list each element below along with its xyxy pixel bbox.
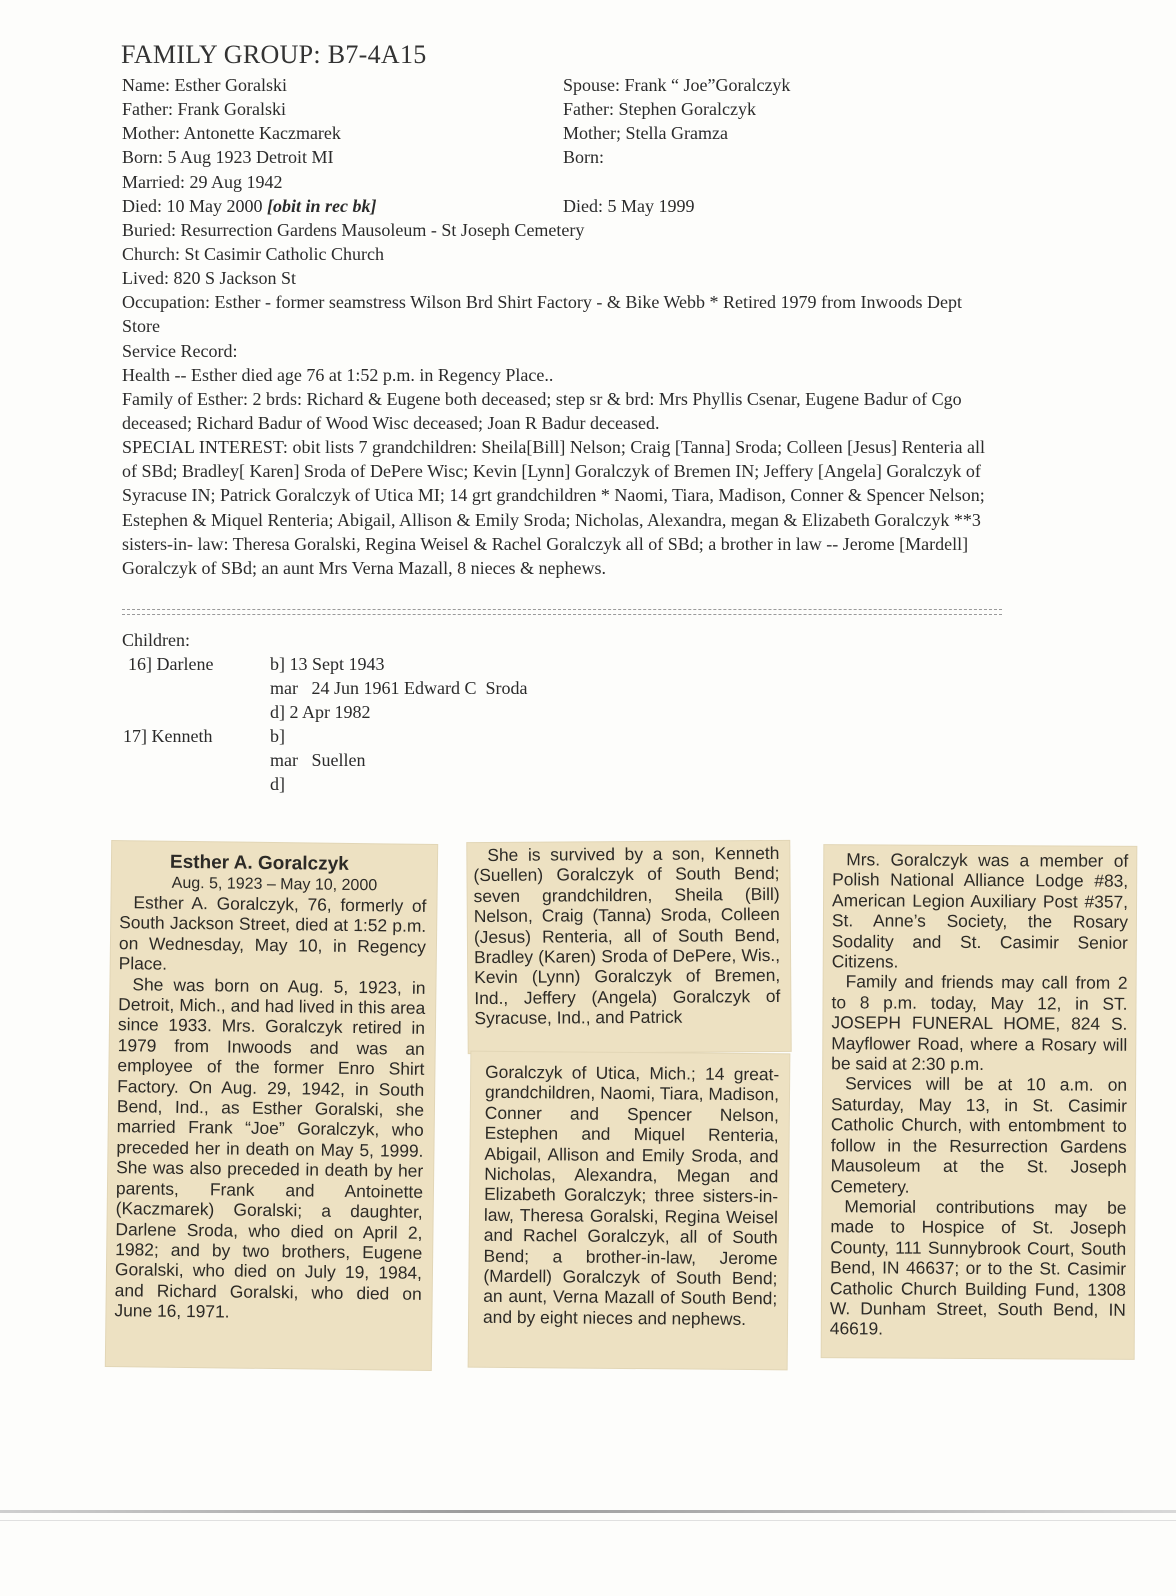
spouse-born-field: Born: — [563, 147, 605, 167]
obituary-paragraph: She is survived by a son, Kenneth (Suellen) Goralczyk of South Bend; seven grandchildren, Sheila (Bill) Nelson, Craig (Tanna) Sroda, Colleen (Jesus) Renteria, all of South Bend, Bradley (Karen) Sroda of DePere, Wis., Kevin (Lynn) Goralczyk of Bremen, Ind., Jeffery (Angela) Goralczyk of Syracuse, Ind., and Patrick — [473, 842, 781, 1029]
obituary-paragraph: Esther A. Goralczyk, 76, formerly of South Jackson Street, died at 1:52 p.m. on Wednesday, May 10, in Regency Place. — [118, 892, 427, 974]
obituary-dates: Aug. 5, 1923 – May 10, 2000 — [171, 874, 378, 895]
spouse-father-field: Father: Stephen Goralczyk — [563, 99, 756, 119]
obituary-clipping-3 — [822, 845, 1137, 1359]
service-record-field: Service Record: — [122, 341, 238, 361]
child-birth: b] — [270, 726, 285, 746]
name-field: Name: Esther Goralski — [122, 75, 287, 95]
page-title: FAMILY GROUP: B7-4A15 — [121, 40, 427, 69]
lived-field: Lived: 820 S Jackson St — [122, 268, 296, 288]
child-death: d] 2 Apr 1982 — [270, 702, 371, 722]
obituary-paragraph: She was born on Aug. 5, 1923, in Detroit, Mich., and had lived in this area since 1933. Mrs. Goralczyk retired in 1979 from Inwoods and was an employee of the former Enro Shirt Factory. On Aug. 29, 1942, in South Bend, Ind., as Esther Goralski, she married Frank “Joe” Goralczyk, who preceded her in death on May 5, 1999. She was also preceded in death by her parents, Frank and Antoinette (Kaczmarek) Goralski; a daughter, Darlene Sroda, who died on April 2, 1982; and by two brothers, Eugene Goralski, who died on July 19, 1984, and Richard Goralski, who died on June 16, 1971. — [114, 973, 426, 1322]
children-label: Children: — [122, 630, 190, 650]
church-field: Church: St Casimir Catholic Church — [122, 244, 384, 264]
child-birth: b] 13 Sept 1943 — [270, 654, 385, 674]
obituary-paragraph: Goralczyk of Utica, Mich.; 14 great-grandchildren, Naomi, Tiara, Madison, Conner and Spencer Nelson, Estephen and Miquel Renteria, Abigail, Allison and Emily Sroda, and Nicholas, Alexandra, Megan and Elizabeth Goralczyk; three sisters-in-law, Theresa Goralski, Regina Weisel and Rachel Goralczyk, all of South Bend; a brother-in-law, Jerome (Mardell) Goralczyk of South Bend; an aunt, Verna Mazall of South Bend; and by eight nieces and nephews. — [482, 1061, 780, 1329]
family-field: Family of Esther: 2 brds: Richard & Eugene both deceased; step sr & brd: Mrs Phyllis Csenar, Eugene Badur of Cgo deceased; Richard Badur of Wood Wisc deceased; Joan R Badur deceased. — [122, 389, 962, 434]
married-field: Married: 29 Aug 1942 — [122, 172, 283, 192]
died-value: Died: 10 May 2000 — [122, 196, 267, 216]
obituary-paragraph: Services will be at 10 a.m. on Saturday, May 13, in St. Casimir Catholic Church, with entombment to follow in the Resurrection Gardens Mausoleum at the St. Joseph Cemetery. — [830, 1073, 1128, 1197]
born-field: Born: 5 Aug 1923 Detroit MI — [122, 147, 334, 167]
child-marriage: mar Suellen — [270, 750, 366, 770]
spouse-mother-field: Mother; Stella Gramza — [563, 123, 728, 143]
obituary-name: Esther A. Goralczyk — [169, 851, 349, 875]
occupation-field: Occupation: Esther - former seamstress Wilson Brd Shirt Factory - & Bike Webb * Retired 1979 from Inwoods Dept Store — [122, 292, 963, 337]
page-bottom-shadow — [0, 1520, 1176, 1521]
obituary-paragraph: Mrs. Goralczyk was a member of Polish National Alliance Lodge #83, American Legion Auxiliary Post #357, St. Anne’s Society, the Rosary Sodality and St. Casimir Senior Citizens. — [831, 849, 1129, 972]
obituary-paragraph: Memorial contributions may be made to Hospice of St. Joseph County, 111 Sunnybrook Court, South Bend, IN 46637; or to the St. Casimir Catholic Church Building Fund, 1308 W. Dunham Street, South Bend, IN 46619. — [829, 1196, 1127, 1339]
special-interest-field: SPECIAL INTEREST: obit lists 7 grandchildren: Sheila[Bill] Nelson; Craig [Tanna] Sroda; Colleen [Jesus] Renteria all of SBd; Bradley[ Karen] Sroda of DePere Wisc; Kevin [Lynn] Goralczyk of Bremen IN; Jeffery [Angela] Goralczyk of Syracuse IN; Patrick Goralczyk of Utica MI; 14 grt grandchildren * Naomi, Tiara, Madison, Conner & Spencer Nelson; Estephen & Miquel Renteria; Abigail, Allison & Emily Sroda; Nicholas, Alexandra, megan & Elizabeth Goralczyk **3 sisters-in- law: Theresa Goralski, Regina Weisel & Rachel Goralczyk all of SBd; a brother in law -- Jerome [Mardell] Goralczyk of SBd; an aunt Mrs Verna Mazall, 8 nieces & nephews. — [122, 437, 986, 579]
page-bottom-edge — [0, 1510, 1176, 1513]
child-death: d] — [270, 774, 285, 794]
buried-field: Buried: Resurrection Gardens Mausoleum - St Joseph Cemetery — [122, 220, 585, 240]
obituary-clipping-2b — [469, 1052, 790, 1370]
child-name: 16] Darlene — [128, 654, 214, 674]
obit-note: [obit in rec bk] — [266, 196, 377, 216]
spouse-died-field: Died: 5 May 1999 — [563, 196, 695, 216]
obituary-clipping-1 — [106, 841, 437, 1370]
father-field: Father: Frank Goralski — [122, 99, 286, 119]
died-field — [122, 194, 376, 218]
child-name: 17] Kenneth — [123, 726, 213, 746]
section-divider — [122, 609, 1002, 615]
mother-field: Mother: Antonette Kaczmarek — [122, 123, 341, 143]
obituary-paragraph: Family and friends may call from 2 to 8 p.m. today, May 12, in ST. JOSEPH FUNERAL HOME, 824 S. Mayflower Road, where a Rosary will be said at 2:30 p.m. — [831, 971, 1128, 1075]
health-field: Health -- Esther died age 76 at 1:52 p.m. in Regency Place.. — [122, 365, 554, 385]
obituary-clipping-2a — [467, 841, 790, 1053]
spouse-field: Spouse: Frank “ Joe”Goralczyk — [563, 75, 791, 95]
child-marriage: mar 24 Jun 1961 Edward C Sroda — [270, 678, 528, 698]
